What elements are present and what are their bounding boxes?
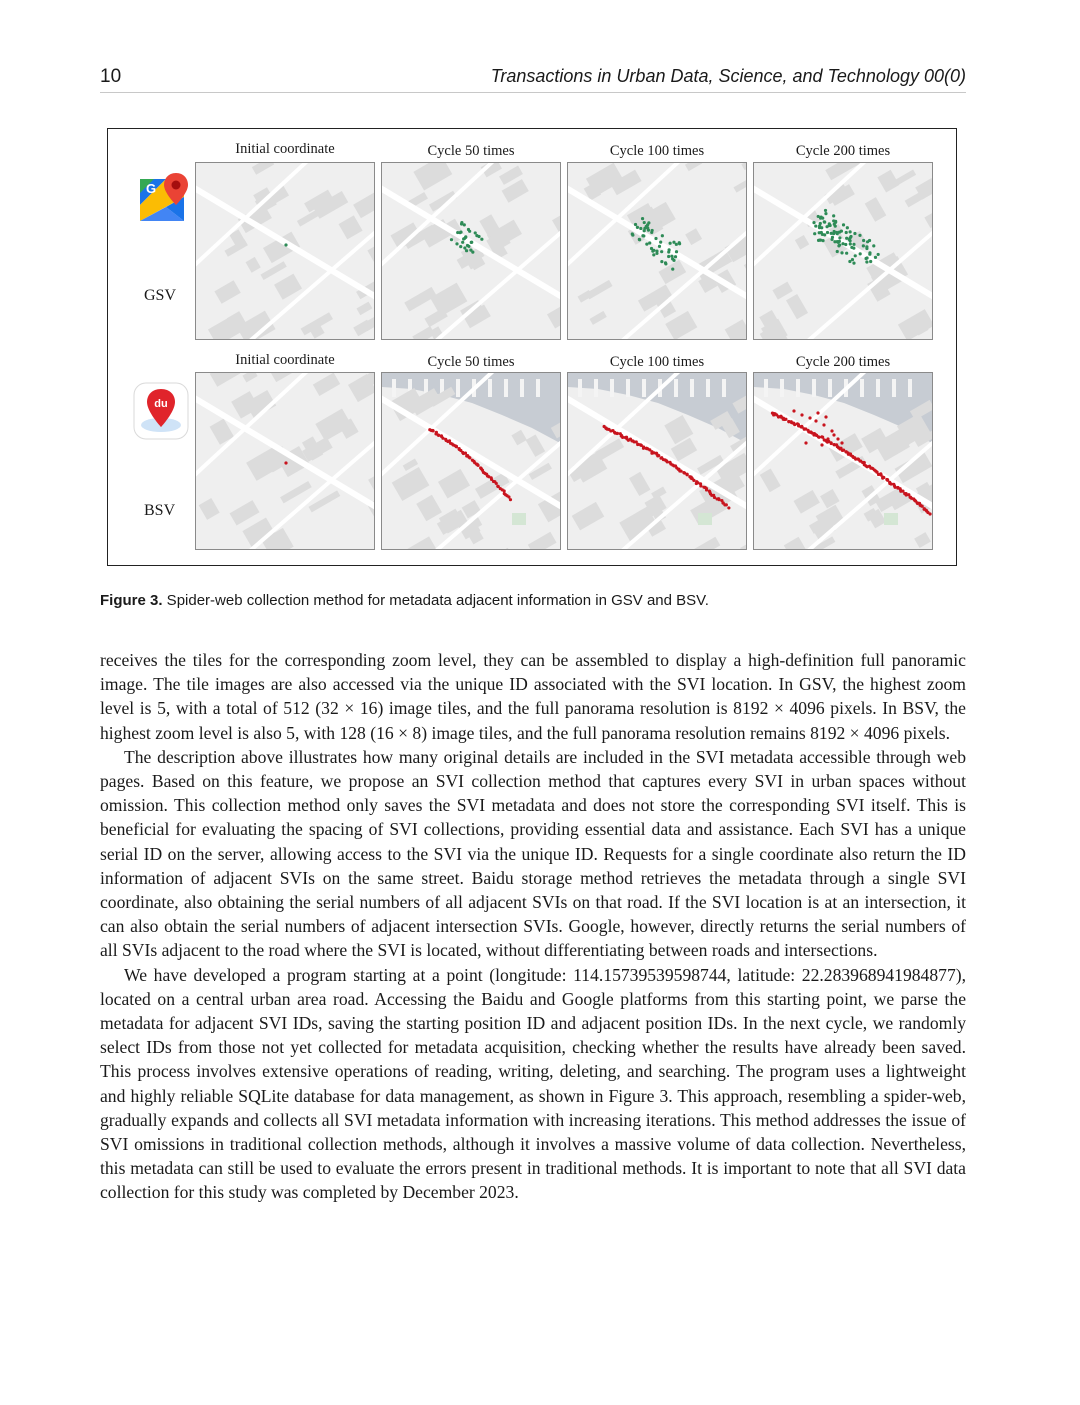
svi-point (666, 460, 669, 463)
svi-point (670, 255, 673, 258)
svi-point (675, 250, 678, 253)
svi-point (845, 237, 848, 240)
svi-point (459, 245, 462, 248)
paragraph-1: receives the tiles for the corresponding zoom level, they can be assembled to display a high-definition full panoramic image. The tile images are also accessed via the unique ID associated with the SVI location. In GSV, the highest zoom level is 5, with a total of 512 (32 × 16) image tiles, and the full panorama resolution is 8192 × 4096 pixels. In BSV, the highest zoom level is also 5, with 128 (16 × 8) image tiles, and the full panorama resolution remains 8192 × 4096 pixels. (100, 650, 966, 743)
svi-point (461, 241, 464, 244)
map-bsv-2 (568, 373, 746, 549)
svi-point (643, 229, 646, 232)
svi-point (812, 221, 815, 224)
panel-bsv-cycle-200 (753, 372, 933, 550)
svi-point (671, 257, 674, 260)
svi-point (820, 231, 823, 234)
svi-point (849, 235, 852, 238)
svi-point (832, 433, 835, 436)
svi-point (692, 479, 695, 482)
svi-point (824, 212, 827, 215)
svi-point (463, 246, 466, 249)
panel-bsv-cycle-50 (381, 372, 561, 550)
svi-point (824, 209, 827, 212)
svi-point (836, 250, 839, 253)
svi-point (725, 503, 728, 506)
paragraph-3: We have developed a program starting at a point (longitude: 114.15739539598744, latitude: 22.283968941984877), located on a central urban area road. Accessing the Baidu and Google platforms from this starting point, we parse the metadata for adjacent SVI IDs, saving the starting position ID and adjacent position IDs. In the next cycle, we randomly select IDs from those not yet collected for metadata acquisition, checking whether the results have already been saved. This process involves extensive operations of reading, writing, deleting, and searching. The program uses a lightweight and highly reliable SQLite database for data management, as shown in Figure 3. This approach, resembling a spider-web, gradually expands and collects all SVI metadata information with increasing iterations. This method addresses the issue of SVI omissions in traditional collection methods, although it involves a massive volume of data collection. Nevertheless, this metadata can still be used to evaluate the errors present in traditional methods. It is important to note that all SVI data collection for this study was completed by December 2023. (100, 964, 966, 1203)
svi-point (463, 223, 466, 226)
svi-point (284, 243, 287, 246)
svi-point (468, 230, 471, 233)
svi-point (667, 255, 670, 258)
svi-point (814, 419, 817, 422)
svi-point (840, 230, 843, 233)
svi-point (814, 224, 817, 227)
svi-point (868, 253, 871, 256)
panel-bsv-initial (195, 372, 375, 550)
column-title-cycle-200: Cycle 200 times (795, 143, 891, 159)
map-bsv-3 (754, 373, 932, 549)
svi-point (824, 415, 827, 418)
svi-point (651, 250, 654, 253)
baidu-maps-icon (132, 381, 190, 448)
svi-point (864, 257, 867, 260)
svi-point (660, 250, 663, 253)
svi-point (893, 486, 896, 489)
svi-point (804, 441, 807, 444)
svi-point (469, 249, 472, 252)
svi-point (661, 234, 664, 237)
svi-point (832, 214, 835, 217)
svi-point (821, 217, 824, 220)
svi-point (826, 437, 829, 440)
svi-point (800, 413, 803, 416)
svi-point (669, 242, 672, 245)
svi-point (865, 245, 868, 248)
svi-point (851, 258, 854, 261)
svi-point (645, 225, 648, 228)
svi-point (462, 237, 465, 240)
svi-point (678, 242, 681, 245)
svi-point (846, 226, 849, 229)
map-bsv-0 (196, 373, 374, 549)
svi-point (686, 473, 689, 476)
svi-point (643, 221, 646, 224)
map-gsv-3 (754, 163, 932, 339)
svi-point (658, 245, 661, 248)
svi-point (616, 432, 619, 435)
column-title-initial: Initial coordinate (235, 141, 335, 157)
svi-point (636, 226, 639, 229)
svi-point (837, 244, 840, 247)
svi-point (641, 217, 644, 220)
svi-point (455, 445, 458, 448)
svi-point (928, 512, 931, 515)
svi-point (460, 222, 463, 225)
svi-point (437, 434, 440, 437)
svi-point (659, 240, 662, 243)
svi-point (467, 245, 470, 248)
svi-point (865, 260, 868, 263)
svi-point (639, 227, 642, 230)
svi-point (647, 229, 650, 232)
figure-caption (100, 592, 709, 609)
svi-point (852, 261, 855, 264)
svi-point (495, 482, 498, 485)
svi-point (830, 442, 833, 445)
row-label-gsv: GSV (144, 287, 177, 304)
svi-point (699, 484, 702, 487)
svi-point (854, 254, 857, 257)
svi-point (836, 240, 839, 243)
svi-point (921, 505, 924, 508)
svi-point (845, 252, 848, 255)
svi-point (655, 250, 658, 253)
svi-point (819, 238, 822, 241)
svi-point (470, 241, 473, 244)
panel-bsv-cycle-100 (567, 372, 747, 550)
row-label-bsv: BSV (144, 502, 176, 519)
svi-point (848, 260, 851, 263)
svi-point (853, 232, 856, 235)
svi-point (830, 238, 833, 241)
svi-point (679, 470, 682, 473)
caption-text: Spider-web collection method for metadata adjacent information in GSV and BSV. (162, 592, 709, 609)
svi-point (657, 454, 660, 457)
svi-point (450, 238, 453, 241)
svi-point (464, 452, 467, 455)
svi-point (648, 241, 651, 244)
svi-point (647, 221, 650, 224)
svi-point (671, 268, 674, 271)
map-bsv-1 (382, 373, 560, 549)
svi-point (817, 215, 820, 218)
svi-point (822, 423, 825, 426)
svi-point (838, 236, 841, 239)
svi-point (877, 253, 880, 256)
svi-point (808, 416, 811, 419)
svi-point (852, 243, 855, 246)
svi-point (642, 234, 645, 237)
svi-point (456, 231, 459, 234)
svi-point (859, 252, 862, 255)
svi-point (638, 238, 641, 241)
svi-point (874, 256, 877, 259)
svi-point (705, 488, 708, 491)
svi-point (862, 239, 865, 242)
svi-point (872, 244, 875, 247)
header-divider (100, 92, 966, 93)
svi-point (832, 232, 835, 235)
panel-gsv-initial (195, 162, 375, 340)
svi-point (476, 464, 479, 467)
svi-point (862, 244, 865, 247)
column-title-initial: Initial coordinate (235, 352, 335, 368)
svi-point (840, 251, 843, 254)
svi-point (621, 436, 624, 439)
svi-point (631, 233, 634, 236)
svi-point (792, 409, 795, 412)
column-title-cycle-200: Cycle 200 times (795, 354, 891, 370)
svi-point (882, 476, 885, 479)
body-text (100, 648, 966, 1205)
svi-point (832, 219, 835, 222)
svi-point (727, 506, 730, 509)
svi-point (465, 249, 468, 252)
svi-point (829, 224, 832, 227)
map-gsv-2 (568, 163, 746, 339)
svi-point (817, 436, 820, 439)
panel-gsv-cycle-100 (567, 162, 747, 340)
svi-point (717, 498, 720, 501)
journal-title: Transactions in Urban Data, Science, and Technology 00(0) (490, 66, 966, 86)
svi-point (664, 262, 667, 265)
svi-point (474, 231, 477, 234)
figure-3 (107, 128, 957, 566)
svi-point (784, 418, 787, 421)
svi-point (869, 260, 872, 263)
svi-point (836, 437, 839, 440)
svi-point (826, 231, 829, 234)
svi-point (858, 234, 861, 237)
svi-point (835, 231, 838, 234)
svi-point (480, 238, 483, 241)
map-gsv-0 (196, 163, 374, 339)
svi-point (660, 260, 663, 263)
svi-point (841, 242, 844, 245)
column-title-cycle-100: Cycle 100 times (609, 143, 705, 159)
svi-point (634, 223, 637, 226)
svi-point (844, 243, 847, 246)
svi-point (840, 441, 843, 444)
column-title-cycle-100: Cycle 100 times (609, 354, 705, 370)
panel-gsv-cycle-50 (381, 162, 561, 340)
google-maps-icon (136, 171, 192, 232)
svi-point (842, 223, 845, 226)
svi-point (509, 498, 512, 501)
svi-point (845, 231, 848, 234)
svi-point (890, 482, 893, 485)
svg-text:du: du (154, 398, 168, 410)
svi-point (812, 433, 815, 436)
page-number: 10 (100, 66, 122, 87)
svi-point (833, 223, 836, 226)
svi-point (284, 461, 287, 464)
svi-point (475, 234, 478, 237)
svi-point (830, 429, 833, 432)
svi-point (850, 246, 853, 249)
svi-point (813, 232, 816, 235)
paragraph-2: The description above illustrates how many original details are included in the SVI metadata accessible through web pages. Based on this feature, we propose an SVI collection method that captures every SVI in urban spaces without omission. This collection method only saves the SVI metadata and does not store the corresponding SVI itself. This is beneficial for evaluating the spacing of SVI collections, providing essential data and assistance. Each SVI has a unique serial ID on the server, allowing access to the SVI via the unique ID. Requests for a single coordinate also return the ID information of adjacent SVIs on the same street. Baidu storage method retrieves the metadata through a single SVI coordinate, also obtaining the serial numbers of all adjacent SVIs on that road. If the SVI location is at an intersection, it can also obtain the serial numbers of adjacent intersection SVIs. Google, however, directly returns the serial numbers of all SVIs adjacent to the road where the SVI is located, without differentiating between roads and intersections. (100, 746, 966, 961)
svi-point (849, 230, 852, 233)
column-title-cycle-50: Cycle 50 times (427, 354, 515, 370)
svi-point (849, 242, 852, 245)
svi-point (818, 224, 821, 227)
svi-point (455, 242, 458, 245)
caption-label: Figure 3. (100, 592, 163, 609)
svi-point (651, 229, 654, 232)
column-title-cycle-50: Cycle 50 times (427, 143, 515, 159)
svi-point (672, 241, 675, 244)
svi-point (645, 243, 648, 246)
map-gsv-1 (382, 163, 560, 339)
svi-point (849, 239, 852, 242)
svi-point (654, 237, 657, 240)
svi-point (441, 437, 444, 440)
svi-point (432, 429, 435, 432)
svi-point (674, 255, 677, 258)
svi-point (468, 456, 471, 459)
panel-gsv-cycle-200 (753, 162, 933, 340)
svi-point (642, 447, 645, 450)
svi-point (823, 220, 826, 223)
svg-text:G: G (146, 181, 157, 196)
svi-point (652, 253, 655, 256)
svi-point (866, 240, 869, 243)
svi-point (667, 250, 670, 253)
svi-point (820, 443, 823, 446)
svi-point (816, 411, 819, 414)
svi-point (793, 423, 796, 426)
